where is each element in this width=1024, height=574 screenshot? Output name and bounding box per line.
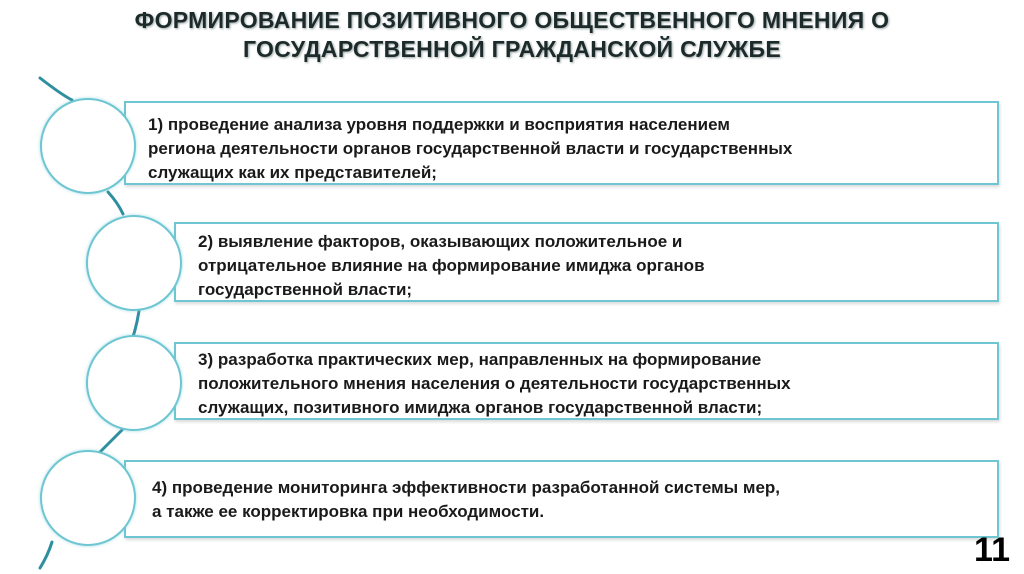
item-3-marker-circle bbox=[86, 335, 182, 431]
item-3-line-1: 3) разработка практических мер, направленных на формирование bbox=[198, 350, 762, 369]
item-4-marker-circle bbox=[40, 450, 136, 546]
item-3-box bbox=[174, 342, 999, 420]
item-1-line-1: 1) проведение анализа уровня поддержки и восприятия населением bbox=[148, 115, 730, 134]
item-4-line-1: 4) проведение мониторинга эффективности разработанной системы мер, bbox=[152, 478, 781, 497]
slide-title-line-2: ГОСУДАРСТВЕННОЙ ГРАЖДАНСКОЙ СЛУЖБЕ bbox=[242, 36, 782, 62]
item-2-marker-circle bbox=[86, 215, 182, 311]
item-1-marker-circle bbox=[40, 98, 136, 194]
slide-title-line-1: ФОРМИРОВАНИЕ ПОЗИТИВНОГО ОБЩЕСТВЕННОГО МНЕНИЯ О bbox=[134, 7, 890, 33]
item-1-box bbox=[124, 101, 999, 185]
page-number: 11 bbox=[974, 531, 1010, 569]
item-4-line-2: а также ее корректировка при необходимости. bbox=[152, 502, 545, 521]
slide-title bbox=[0, 6, 1024, 64]
item-2-line-1: 2) выявление факторов, оказывающих положительное и bbox=[198, 232, 683, 251]
item-4-box bbox=[124, 460, 999, 538]
item-3-line-2: положительного мнения населения о деятельности государственных bbox=[198, 374, 791, 393]
item-2-box bbox=[174, 222, 999, 302]
item-1-line-3: служащих как их представителей; bbox=[148, 163, 437, 182]
item-2-line-3: государственной власти; bbox=[198, 280, 413, 299]
item-1-line-2: региона деятельности органов государственной власти и государственных bbox=[148, 139, 793, 158]
item-2-line-2: отрицательное влияние на формирование имиджа органов bbox=[198, 256, 705, 275]
item-3-line-3: служащих, позитивного имиджа органов государственной власти; bbox=[198, 398, 763, 417]
